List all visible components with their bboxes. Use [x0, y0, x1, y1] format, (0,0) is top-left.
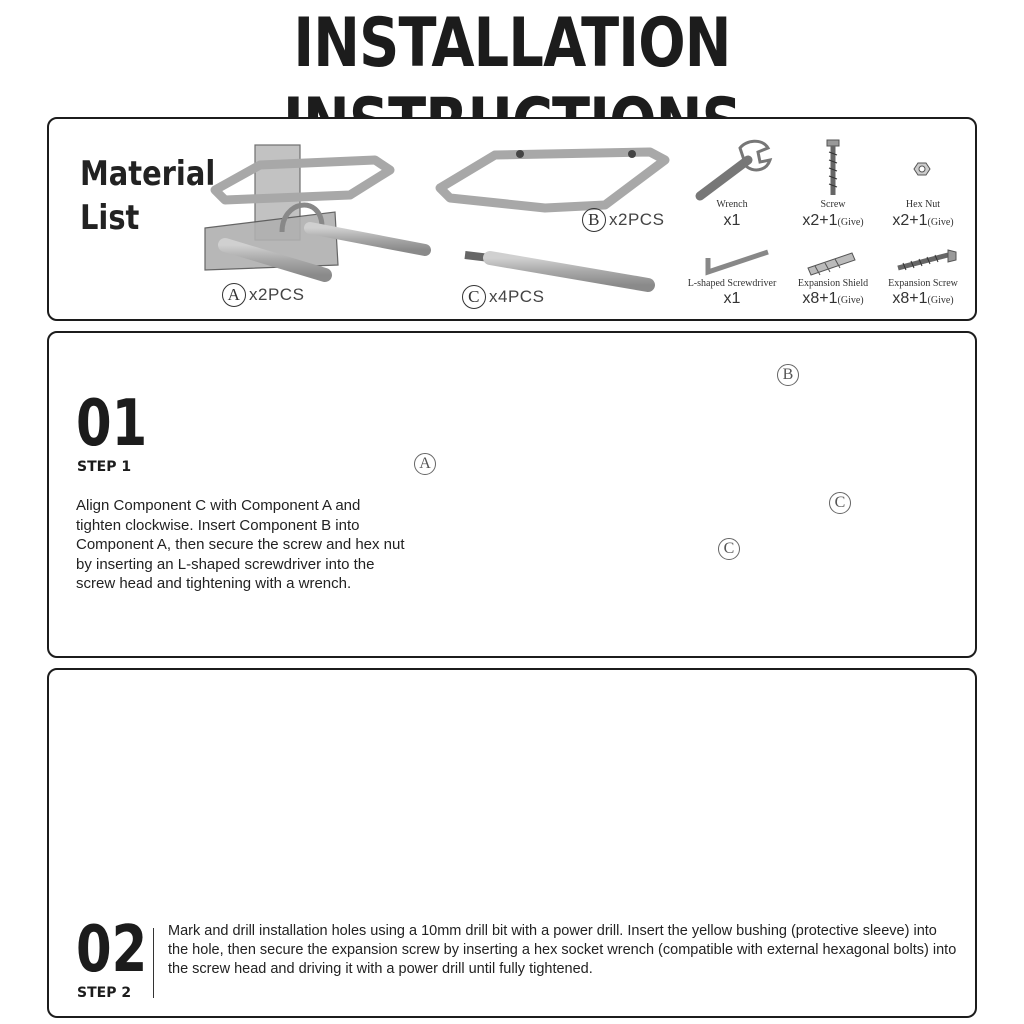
l-screwdriver-name: L-shaped Screwdriver: [687, 278, 777, 289]
part-a-illustration: [205, 145, 425, 275]
hex-nut-qty: x2+1(Give): [892, 212, 954, 229]
expansion-screw-name: Expansion Screw: [888, 278, 958, 289]
part-b-illustration: [440, 150, 665, 208]
step1-callout-c2: C: [718, 538, 740, 560]
part-a-letter: A: [222, 283, 246, 307]
expansion-screw-icon: [898, 250, 956, 270]
part-c-label: [462, 285, 544, 309]
part-c-illustration: [465, 255, 648, 285]
part-c-letter: C: [462, 285, 486, 309]
page-title: INSTALLATION: [293, 4, 731, 83]
step2-divider: [153, 928, 154, 998]
step1-number: 01: [76, 387, 148, 461]
material-list-heading-line1: Material: [80, 154, 216, 194]
step2-label: STEP 2: [77, 985, 132, 1001]
wrench-name: Wrench: [716, 199, 748, 210]
part-c-qty: x4PCS: [489, 287, 545, 306]
expansion-shield-qty: x8+1(Give): [802, 290, 864, 307]
screw-name: Screw: [820, 199, 846, 210]
part-b-qty: x2PCS: [609, 210, 665, 229]
step2-number: 02: [76, 913, 148, 987]
expansion-screw-qty: x8+1(Give): [892, 290, 954, 307]
material-list-heading-line2: List: [80, 198, 140, 238]
hex-nut-name: Hex Nut: [905, 199, 941, 210]
step1-description: Align Component C with Component A and tighten clockwise. Insert Component B into Component A, then secure the screw and hex nut by inserting an L-shaped screwdriver into the screw head and tightening with a wrench.: [76, 497, 405, 592]
screw-icon: [827, 140, 839, 195]
step1-label: STEP 1: [77, 459, 132, 475]
screw-qty: x2+1(Give): [802, 212, 864, 229]
part-a-qty: x2PCS: [249, 285, 305, 304]
step1-callout-b: B: [777, 364, 799, 386]
l-screwdriver-qty: x1: [723, 290, 741, 307]
part-b-label: [582, 208, 664, 232]
wrench-icon: [700, 141, 770, 196]
step1-callout-c1: C: [829, 492, 851, 514]
wrench-qty: x1: [723, 212, 741, 229]
part-a-label: [222, 283, 304, 307]
l-screwdriver-icon: [708, 252, 768, 272]
expansion-shield-icon: [808, 253, 855, 275]
step1-callout-a: A: [414, 453, 436, 475]
expansion-shield-name: Expansion Shield: [797, 278, 869, 289]
part-b-letter: B: [582, 208, 606, 232]
hex-nut-icon: [914, 163, 930, 175]
step2-description: Mark and drill installation holes using a 10mm drill bit with a power drill. Insert the yellow bushing (protective sleeve) into the hole, then secure the expansion screw by inserting a hex socket wrench (compatible with external hexagonal bolts) into the screw head and driving it with a power drill until fully tightened.: [168, 923, 957, 977]
